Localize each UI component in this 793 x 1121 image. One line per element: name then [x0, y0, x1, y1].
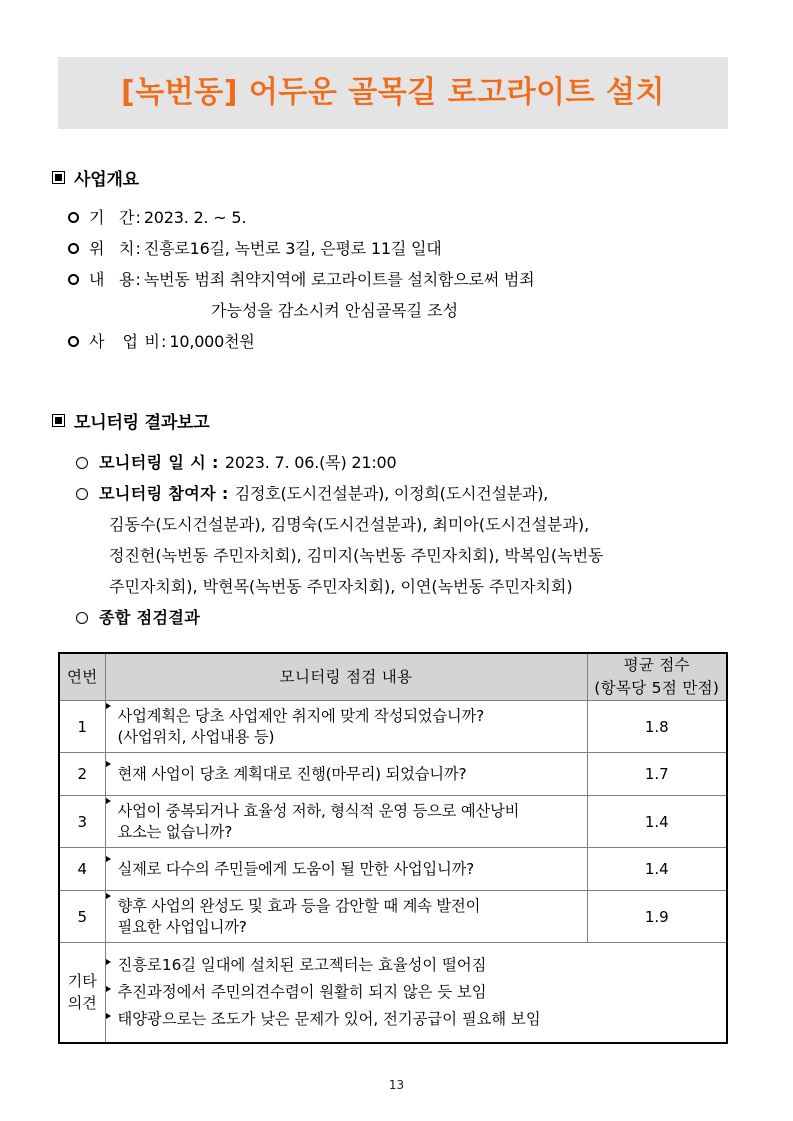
column-header-no: 연번	[59, 653, 105, 701]
row-content-line1: 실제로 다수의 주민들에게 도움이 될 만한 사업입니까?	[117, 859, 475, 878]
circle-bullet-icon	[68, 336, 79, 347]
etc-label	[59, 943, 105, 1043]
etc-comment-text: 추진과정에서 주민의견수렴이 원활히 되지 않은 듯 보임	[117, 982, 487, 1001]
overview-item-value-continuation: 가능성을 감소시켜 안심골목길 조성	[211, 301, 459, 320]
table-row	[59, 848, 727, 891]
etc-comment-item	[106, 952, 727, 979]
overview-item-sep: :	[135, 208, 141, 227]
row-number: 5	[59, 891, 105, 943]
filled-square-marker-icon	[52, 171, 65, 184]
page-number: 13	[388, 1078, 405, 1092]
monitoring-datetime-value: 2023. 7. 06.(목) 21:00	[224, 453, 397, 472]
monitoring-participants-line: 정진헌(녹번동 주민자치회), 김미지(녹번동 주민자치회), 박복임(녹번동	[109, 546, 604, 565]
row-content-line1: 사업계획은 당초 사업제안 취지에 맞게 작성되었습니까?	[117, 706, 484, 725]
circle-bullet-icon	[76, 457, 88, 469]
title-banner	[58, 57, 728, 129]
row-content-line2: 필요한 사업입니까?	[117, 917, 247, 936]
list-item	[68, 264, 534, 295]
overview-item-value: 2023. 2. ~ 5.	[143, 208, 247, 227]
section-project-overview	[52, 165, 534, 357]
circle-bullet-icon	[68, 274, 79, 285]
list-item-result	[76, 602, 604, 633]
row-number: 1	[59, 701, 105, 753]
column-header-score	[587, 653, 727, 701]
monitoring-results-table	[58, 652, 728, 1044]
row-content-line2: (사업위치, 사업내용 등)	[117, 727, 275, 746]
list-item	[68, 233, 534, 264]
overview-item-label2: 용	[118, 270, 135, 289]
row-content-line1: 현재 사업이 당초 계획대로 진행(마무리) 되었습니까?	[117, 764, 467, 783]
row-content	[105, 891, 587, 943]
circle-bullet-icon	[76, 488, 88, 500]
etc-label-line1: 기타	[67, 972, 97, 991]
monitoring-datetime-label: 모니터링 일 시 :	[99, 453, 219, 472]
overview-item-value: 진흥로16길, 녹번로 3길, 은평로 11길 일대	[143, 239, 442, 258]
row-score: 1.9	[587, 891, 727, 943]
section-heading-monitoring-label: 모니터링 결과보고	[74, 413, 210, 433]
overview-item-label2: 간	[118, 208, 135, 227]
monitoring-list	[76, 447, 604, 633]
table-row	[59, 753, 727, 796]
section-monitoring-report	[52, 408, 604, 633]
row-content	[105, 848, 587, 891]
row-score: 1.7	[587, 753, 727, 796]
row-number: 2	[59, 753, 105, 796]
overview-item-label2: 비	[144, 332, 160, 351]
column-header-score-line2: (항목당 5점 만점)	[594, 679, 720, 697]
row-score: 1.4	[587, 848, 727, 891]
column-header-content: 모니터링 점검 내용	[105, 653, 587, 701]
etc-comment-item	[106, 1006, 727, 1033]
monitoring-results-table-container	[58, 652, 728, 1044]
monitoring-participants-line: 김정호(도시건설분과), 이정희(도시건설분과),	[234, 484, 549, 503]
etc-comments	[105, 943, 727, 1043]
list-item	[68, 202, 534, 233]
etc-label-line2: 의견	[67, 994, 97, 1013]
etc-comment-text: 태양광으로는 조도가 낮은 문제가 있어, 전기공급이 필요해 보임	[117, 1009, 541, 1028]
filled-square-marker-icon	[52, 414, 65, 427]
triangle-bullet-icon	[106, 703, 111, 709]
row-content-line1: 향후 사업의 완성도 및 효과 등을 감안할 때 계속 발전이	[117, 896, 481, 915]
row-content-line2: 요소는 없습니까?	[117, 822, 233, 841]
row-score: 1.4	[587, 796, 727, 848]
table-row-etc	[59, 943, 727, 1043]
triangle-bullet-icon	[106, 986, 111, 992]
overview-item-label: 사 업	[89, 332, 145, 351]
table-row	[59, 796, 727, 848]
overview-item-label: 기	[89, 208, 119, 227]
section-heading-monitoring	[52, 408, 604, 433]
etc-comment-item	[106, 979, 727, 1006]
overview-list	[68, 202, 534, 357]
section-heading-overview-label: 사업개요	[74, 170, 139, 190]
list-item-participants	[76, 478, 604, 509]
monitoring-participants-line: 김동수(도시건설분과), 김명숙(도시건설분과), 최미아(도시건설분과),	[109, 515, 590, 534]
overview-item-sep: :	[160, 332, 167, 351]
overview-item-sep: :	[135, 270, 141, 289]
circle-bullet-icon	[76, 612, 88, 624]
triangle-bullet-icon	[106, 856, 111, 862]
triangle-bullet-icon	[106, 798, 111, 804]
triangle-bullet-icon	[106, 1013, 111, 1019]
circle-bullet-icon	[68, 212, 79, 223]
triangle-bullet-icon	[106, 761, 111, 767]
overview-item-label: 위	[89, 239, 119, 258]
row-content-line1: 사업이 중복되거나 효율성 저하, 형식적 운영 등으로 예산낭비	[117, 801, 520, 820]
page-title: [녹번동] 어두운 골목길 로고라이트 설치	[121, 75, 665, 110]
row-number: 4	[59, 848, 105, 891]
row-number: 3	[59, 796, 105, 848]
column-header-score-line1: 평균 점수	[623, 656, 690, 674]
overview-item-label2: 치	[118, 239, 135, 258]
row-content	[105, 701, 587, 753]
triangle-bullet-icon	[106, 893, 111, 899]
circle-bullet-icon	[68, 243, 79, 254]
list-item	[68, 326, 534, 357]
overview-item-sep: :	[135, 239, 141, 258]
list-item-datetime	[76, 447, 604, 478]
monitoring-result-label: 종합 점검결과	[99, 608, 201, 627]
monitoring-participants-line: 주민자치회), 박현목(녹번동 주민자치회), 이연(녹번동 주민자치회)	[109, 577, 573, 596]
triangle-bullet-icon	[106, 959, 111, 965]
row-content	[105, 796, 587, 848]
overview-item-label: 내	[89, 270, 119, 289]
etc-comment-text: 진흥로16길 일대에 설치된 로고젝터는 효율성이 떨어짐	[117, 955, 487, 974]
overview-item-value: 10,000천원	[169, 332, 255, 351]
table-row	[59, 701, 727, 753]
table-header-row	[59, 653, 727, 701]
row-score: 1.8	[587, 701, 727, 753]
table-row	[59, 891, 727, 943]
overview-item-value: 녹번동 범죄 취약지역에 로고라이트를 설치함으로써 범죄	[143, 270, 535, 289]
monitoring-participants-label: 모니터링 참여자 :	[99, 484, 229, 503]
section-heading-overview	[52, 165, 534, 190]
row-content	[105, 753, 587, 796]
